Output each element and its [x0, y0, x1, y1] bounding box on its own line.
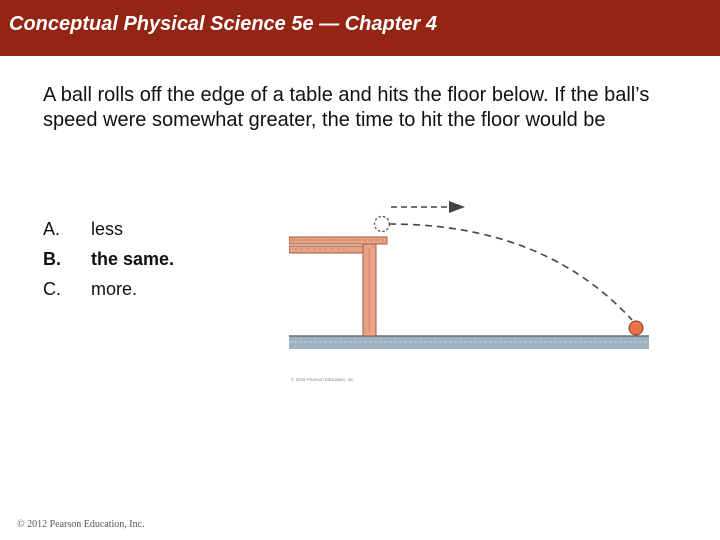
trajectory-path [389, 224, 632, 320]
projectile-figure [289, 196, 659, 401]
choice-text: the same. [91, 249, 175, 269]
copyright-footer: © 2012 Pearson Education, Inc. [17, 519, 145, 530]
velocity-arrow [391, 201, 465, 213]
table [289, 237, 387, 336]
header-bar [0, 0, 720, 56]
choice-letter: B. [43, 249, 61, 269]
choice-text: less [91, 219, 124, 239]
choice-letter: C. [43, 279, 61, 299]
choice-letter: A. [43, 219, 61, 239]
slide-title: Conceptual Physical Science 5e — Chapter 4 [9, 13, 437, 35]
question-text: A ball rolls off the edge of a table and hits the floor below. If the ball’s speed were somewhat greater, the time to hit the floor would be [43, 84, 650, 131]
figure-credit: © 2016 Pearson Education, Inc. [291, 377, 355, 382]
floor [289, 336, 649, 349]
choice-text: more. [91, 279, 138, 299]
table-ball-illustration [289, 196, 659, 396]
ball-start-outline [375, 217, 390, 232]
ball [629, 321, 643, 335]
